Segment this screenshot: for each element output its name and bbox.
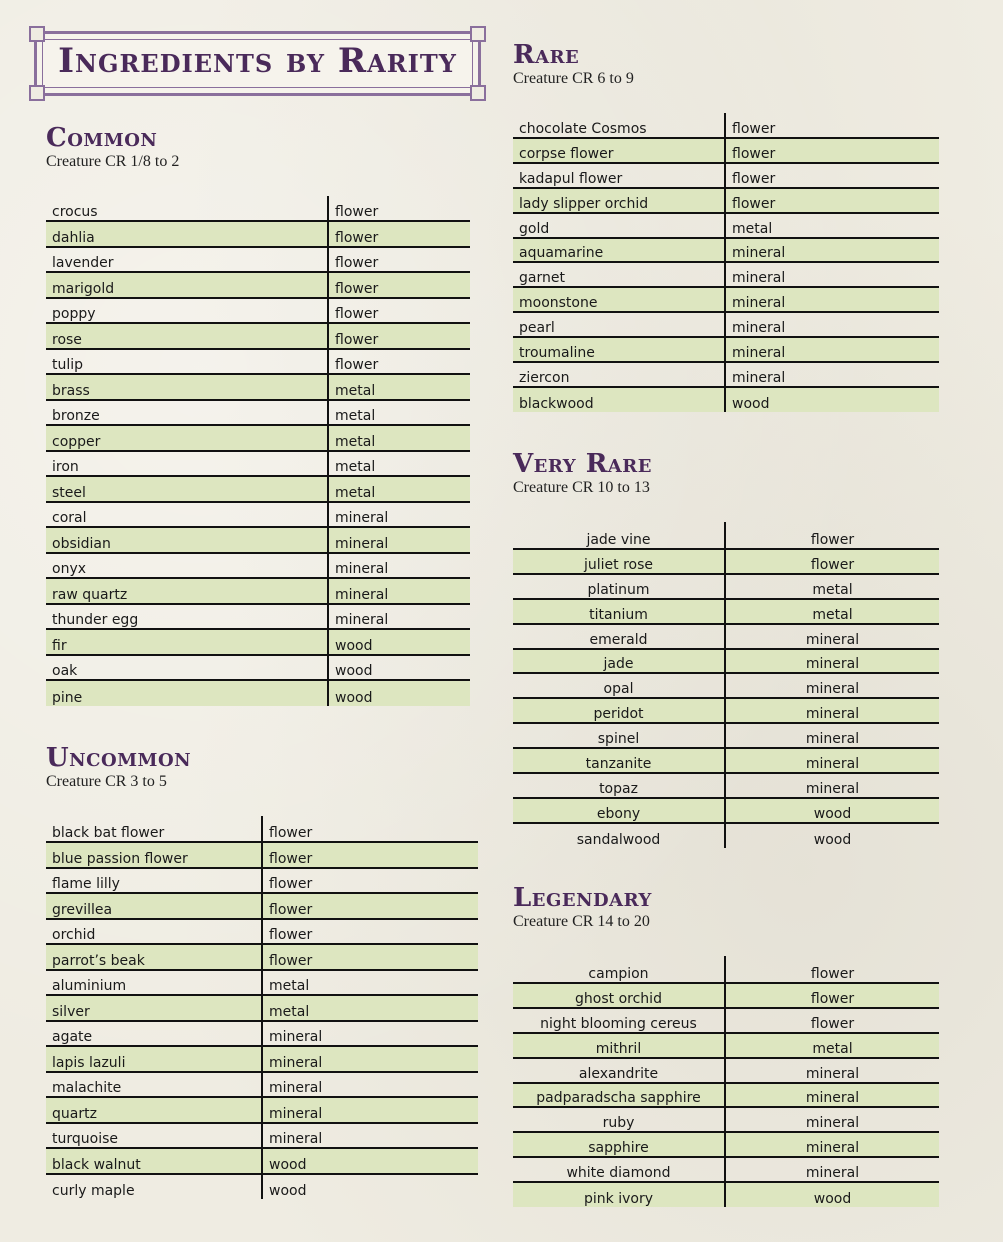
- ingredient-name: peridot: [513, 698, 725, 723]
- ingredient-table-rare: [513, 113, 939, 412]
- ingredient-name: pine: [46, 680, 328, 706]
- table-row: [513, 624, 939, 649]
- ingredient-type: mineral: [725, 362, 939, 387]
- frame-corner-ornament: [29, 26, 45, 42]
- table-row: [46, 196, 470, 221]
- table-row: [46, 893, 478, 919]
- ingredient-type: mineral: [725, 1083, 939, 1108]
- ingredient-name: lapis lazuli: [46, 1046, 262, 1072]
- table-row: [46, 944, 478, 970]
- table-row: [513, 522, 939, 549]
- section-heading: Uncommon: [46, 743, 192, 773]
- ingredient-name: orchid: [46, 919, 262, 945]
- ingredient-table-uncommon: [46, 816, 478, 1199]
- ingredient-name: sapphire: [513, 1132, 725, 1157]
- ingredient-type: mineral: [262, 1097, 478, 1123]
- table-row: [46, 476, 470, 502]
- ingredient-type: metal: [725, 574, 939, 599]
- ingredient-name: bronze: [46, 400, 328, 426]
- table-row: [46, 1174, 478, 1200]
- ingredient-name: oak: [46, 655, 328, 681]
- table-row: [513, 163, 939, 188]
- ingredient-type: mineral: [725, 238, 939, 263]
- ingredient-name: corpse flower: [513, 138, 725, 163]
- ingredient-name: ruby: [513, 1107, 725, 1132]
- ingredient-type: mineral: [328, 502, 470, 528]
- ingredient-type: metal: [328, 451, 470, 477]
- ingredient-type: flower: [725, 188, 939, 213]
- ingredient-name: kadapul flower: [513, 163, 725, 188]
- ingredient-type: flower: [262, 842, 478, 868]
- section-subtitle: Creature CR 1/8 to 2: [46, 153, 180, 170]
- table-row: [46, 995, 478, 1021]
- ingredient-type: mineral: [725, 723, 939, 748]
- table-row: [46, 247, 470, 273]
- table-row: [46, 1046, 478, 1072]
- section-rare: [513, 41, 634, 89]
- table-row: [46, 272, 470, 298]
- ingredient-name: dahlia: [46, 221, 328, 247]
- ingredient-name: sandalwood: [513, 823, 725, 848]
- ingredient-type: flower: [725, 956, 939, 983]
- table-row: [46, 629, 470, 655]
- table-row: [513, 238, 939, 263]
- table-row: [46, 1021, 478, 1047]
- ingredient-type: metal: [725, 213, 939, 238]
- ingredient-name: emerald: [513, 624, 725, 649]
- ingredient-type: mineral: [262, 1123, 478, 1149]
- frame-corner-ornament: [29, 85, 45, 101]
- table-row: [46, 1123, 478, 1149]
- ingredient-name: jade vine: [513, 522, 725, 549]
- section-heading: Legendary: [513, 883, 652, 913]
- ingredient-name: juliet rose: [513, 549, 725, 574]
- section-legendary: [513, 884, 652, 932]
- ingredient-type: mineral: [725, 1058, 939, 1083]
- ingredient-type: metal: [328, 374, 470, 400]
- ingredient-name: quartz: [46, 1097, 262, 1123]
- ingredient-name: copper: [46, 425, 328, 451]
- ingredient-name: ghost orchid: [513, 983, 725, 1008]
- table-row: [46, 1097, 478, 1123]
- section-common: [46, 124, 179, 172]
- ingredient-name: coral: [46, 502, 328, 528]
- ingredient-type: flower: [725, 113, 939, 138]
- table-row: [513, 113, 939, 138]
- ingredient-name: fir: [46, 629, 328, 655]
- table-row: [46, 578, 470, 604]
- ingredient-name: garnet: [513, 262, 725, 287]
- ingredient-name: white diamond: [513, 1157, 725, 1182]
- ingredient-name: flame lilly: [46, 868, 262, 894]
- ingredient-type: mineral: [328, 604, 470, 630]
- table-row: [513, 1058, 939, 1083]
- ingredient-type: mineral: [725, 337, 939, 362]
- section-very-rare: [513, 450, 652, 498]
- ingredient-name: alexandrite: [513, 1058, 725, 1083]
- ingredient-name: malachite: [46, 1072, 262, 1098]
- ingredient-type: wood: [328, 629, 470, 655]
- table-row: [46, 553, 470, 579]
- table-row: [513, 983, 939, 1008]
- ingredient-type: mineral: [725, 287, 939, 312]
- ingredient-type: mineral: [725, 773, 939, 798]
- ingredient-type: flower: [328, 272, 470, 298]
- ingredient-name: marigold: [46, 272, 328, 298]
- table-row: [46, 527, 470, 553]
- ingredient-name: padparadscha sapphire: [513, 1083, 725, 1108]
- table-row: [513, 773, 939, 798]
- ingredient-name: rose: [46, 323, 328, 349]
- ingredient-type: mineral: [262, 1072, 478, 1098]
- table-row: [513, 262, 939, 287]
- ingredient-name: topaz: [513, 773, 725, 798]
- ingredient-name: black walnut: [46, 1148, 262, 1174]
- section-subtitle: Creature CR 10 to 13: [513, 479, 650, 496]
- table-row: [46, 425, 470, 451]
- ingredient-type: wood: [725, 1182, 939, 1207]
- ingredient-name: platinum: [513, 574, 725, 599]
- ingredient-name: gold: [513, 213, 725, 238]
- table-row: [46, 323, 470, 349]
- table-row: [513, 337, 939, 362]
- table-row: [513, 362, 939, 387]
- table-row: [513, 649, 939, 674]
- section-subtitle: Creature CR 6 to 9: [513, 70, 634, 87]
- table-row: [513, 798, 939, 823]
- ingredient-table-common: [46, 196, 470, 706]
- ingredient-name: parrot’s beak: [46, 944, 262, 970]
- ingredient-type: mineral: [725, 262, 939, 287]
- ingredient-name: night blooming cereus: [513, 1008, 725, 1033]
- ingredient-type: metal: [262, 995, 478, 1021]
- ingredient-name: titanium: [513, 599, 725, 624]
- ingredient-type: mineral: [725, 1132, 939, 1157]
- ingredient-type: flower: [328, 349, 470, 375]
- ingredient-name: moonstone: [513, 287, 725, 312]
- table-row: [513, 723, 939, 748]
- ingredient-name: jade: [513, 649, 725, 674]
- table-row: [46, 655, 470, 681]
- ingredient-name: onyx: [46, 553, 328, 579]
- table-row: [513, 1132, 939, 1157]
- section-heading: Rare: [513, 40, 580, 70]
- ingredient-type: metal: [328, 425, 470, 451]
- ingredient-type: metal: [725, 599, 939, 624]
- table-row: [46, 842, 478, 868]
- table-row: [513, 213, 939, 238]
- ingredient-type: flower: [262, 944, 478, 970]
- table-row: [513, 956, 939, 983]
- table-row: [46, 970, 478, 996]
- ingredient-name: obsidian: [46, 527, 328, 553]
- ingredient-name: campion: [513, 956, 725, 983]
- ingredient-name: chocolate Cosmos: [513, 113, 725, 138]
- table-row: [513, 748, 939, 773]
- table-row: [513, 1107, 939, 1132]
- ingredient-table-legendary: [513, 956, 939, 1207]
- table-row: [513, 599, 939, 624]
- ingredient-type: wood: [813, 831, 852, 848]
- ingredient-name: thunder egg: [46, 604, 328, 630]
- ingredient-type: mineral: [725, 698, 939, 723]
- table-row: [46, 451, 470, 477]
- table-row: [46, 298, 470, 324]
- ingredient-name: blackwood: [513, 387, 725, 412]
- ingredient-name: troumaline: [513, 337, 725, 362]
- table-row: [513, 1083, 939, 1108]
- ingredient-name: silver: [46, 995, 262, 1021]
- ingredient-type: metal: [725, 1033, 939, 1058]
- ingredient-type: flower: [725, 138, 939, 163]
- table-row: [513, 387, 939, 412]
- ingredient-type: mineral: [725, 1107, 939, 1132]
- table-row: [513, 287, 939, 312]
- table-row: [513, 1157, 939, 1182]
- ingredient-type: flower: [725, 983, 939, 1008]
- ingredient-name: brass: [46, 374, 328, 400]
- ingredient-name: pink ivory: [513, 1182, 725, 1207]
- table-row: [513, 1182, 939, 1207]
- ingredient-name: aquamarine: [513, 238, 725, 263]
- ingredient-name: raw quartz: [46, 578, 328, 604]
- table-row: [46, 221, 470, 247]
- ingredient-name: aluminium: [46, 970, 262, 996]
- table-row: [46, 374, 470, 400]
- ingredient-type: mineral: [725, 649, 939, 674]
- ingredient-type: flower: [328, 298, 470, 324]
- ingredient-name: mithril: [513, 1033, 725, 1058]
- ingredient-type: mineral: [725, 748, 939, 773]
- ingredient-type: metal: [328, 476, 470, 502]
- table-row: [513, 312, 939, 337]
- section-heading: Very Rare: [513, 449, 652, 479]
- ingredient-type: mineral: [328, 578, 470, 604]
- ingredient-type: flower: [262, 919, 478, 945]
- table-row: [46, 1072, 478, 1098]
- ingredient-type: flower: [725, 1008, 939, 1033]
- table-row: [46, 502, 470, 528]
- ingredient-name: turquoise: [46, 1123, 262, 1149]
- table-row: [513, 823, 939, 848]
- ingredient-name: ziercon: [513, 362, 725, 387]
- section-subtitle: Creature CR 14 to 20: [513, 913, 650, 930]
- ingredient-type: flower: [328, 221, 470, 247]
- ingredient-name: ebony: [513, 798, 725, 823]
- table-row: [513, 549, 939, 574]
- ingredient-type: flower: [262, 816, 478, 842]
- ingredient-type: flower: [725, 163, 939, 188]
- ingredient-type: flower: [725, 549, 939, 574]
- ingredient-type: mineral: [328, 527, 470, 553]
- ingredient-name: curly maple: [46, 1174, 262, 1200]
- page-title: Ingredients by Rarity: [58, 41, 457, 81]
- ingredient-type: mineral: [725, 673, 939, 698]
- section-heading: Common: [46, 123, 158, 153]
- ingredient-type: wood: [269, 1183, 307, 1199]
- ingredient-type: mineral: [262, 1046, 478, 1072]
- ingredient-name: tulip: [46, 349, 328, 375]
- ingredient-name: lavender: [46, 247, 328, 273]
- table-row: [46, 604, 470, 630]
- table-row: [513, 574, 939, 599]
- ingredient-type: wood: [328, 680, 470, 706]
- ingredient-type: mineral: [262, 1021, 478, 1047]
- table-row: [513, 1033, 939, 1058]
- ingredient-name: steel: [46, 476, 328, 502]
- ingredient-type: flower: [328, 323, 470, 349]
- table-row: [46, 816, 478, 842]
- ingredient-table-very-rare: [513, 522, 939, 848]
- ingredient-type: flower: [328, 247, 470, 273]
- ingredient-type: wood: [262, 1148, 478, 1174]
- ingredient-name: tanzanite: [513, 748, 725, 773]
- table-row: [46, 919, 478, 945]
- ingredient-type: mineral: [725, 1157, 939, 1182]
- ingredient-type: flower: [262, 868, 478, 894]
- table-row: [513, 673, 939, 698]
- ingredient-name: black bat flower: [46, 816, 262, 842]
- table-row: [513, 1008, 939, 1033]
- ingredient-type: mineral: [725, 624, 939, 649]
- ingredient-type: flower: [328, 196, 470, 221]
- table-row: [46, 680, 470, 706]
- table-row: [46, 349, 470, 375]
- table-row: [46, 400, 470, 426]
- title-banner: [34, 31, 481, 96]
- table-row: [513, 188, 939, 213]
- ingredient-name: blue passion flower: [46, 842, 262, 868]
- ingredient-type: flower: [262, 893, 478, 919]
- ingredient-type: flower: [725, 522, 939, 549]
- ingredient-type: metal: [262, 970, 478, 996]
- section-uncommon: [46, 744, 191, 792]
- ingredient-type: wood: [328, 655, 470, 681]
- table-row: [513, 698, 939, 723]
- ingredient-type: mineral: [328, 553, 470, 579]
- ingredient-type: wood: [725, 798, 939, 823]
- ingredient-type: wood: [725, 387, 939, 412]
- ingredient-name: pearl: [513, 312, 725, 337]
- table-row: [513, 138, 939, 163]
- table-row: [46, 1148, 478, 1174]
- frame-corner-ornament: [470, 26, 486, 42]
- ingredient-name: opal: [513, 673, 725, 698]
- section-subtitle: Creature CR 3 to 5: [46, 773, 167, 790]
- ingredient-name: grevillea: [46, 893, 262, 919]
- ingredient-name: poppy: [46, 298, 328, 324]
- ingredient-name: iron: [46, 451, 328, 477]
- ingredient-name: spinel: [513, 723, 725, 748]
- ingredient-name: crocus: [46, 196, 328, 221]
- ingredient-name: lady slipper orchid: [513, 188, 725, 213]
- table-row: [46, 868, 478, 894]
- ingredient-type: mineral: [725, 312, 939, 337]
- ingredient-name: agate: [46, 1021, 262, 1047]
- frame-corner-ornament: [470, 85, 486, 101]
- ingredient-type: metal: [328, 400, 470, 426]
